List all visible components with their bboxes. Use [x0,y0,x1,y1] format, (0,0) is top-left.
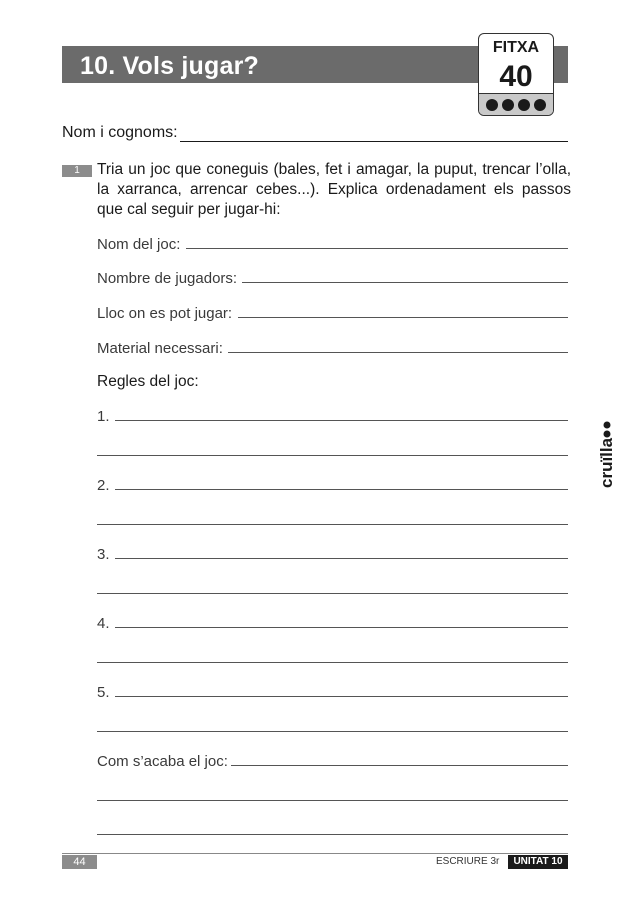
unit-label: UNITAT 10 [508,855,568,869]
rules-heading: Regles del joc: [97,373,199,390]
brand-dot [604,422,611,429]
fitxa-number: 40 [499,60,533,93]
rule-answer-line[interactable] [97,593,568,594]
difficulty-dot [486,99,498,111]
rule-answer-line[interactable] [115,627,568,628]
answer-line-players[interactable] [242,282,568,283]
activity-number-badge: 1 [62,165,92,177]
brand-wordmark: cruïlla [597,437,616,488]
page-number: 44 [62,855,97,869]
fitxa-label: FITXA [492,39,540,56]
rule-answer-line[interactable] [115,489,568,490]
name-answer-line[interactable] [180,141,568,142]
rule-answer-line[interactable] [115,696,568,697]
difficulty-dot [534,99,546,111]
rule-label: 2. [97,477,110,494]
ending-answer-line[interactable] [97,834,568,835]
rule-answer-line[interactable] [97,455,568,456]
page-title: 10. Vols jugar? [80,52,259,80]
fitxa-badge [478,33,554,116]
answer-line-game-name[interactable] [186,248,568,249]
answer-line-material[interactable] [228,352,568,353]
rule-answer-line[interactable] [115,420,568,421]
rule-label: 5. [97,684,110,701]
footer-rule [62,853,568,854]
field-label-place: Lloc on es pot jugar: [97,305,233,322]
difficulty-dots [479,93,553,115]
brand-dot [604,431,611,438]
answer-line-place[interactable] [238,317,568,318]
difficulty-dot [518,99,530,111]
rule-answer-line[interactable] [97,662,568,663]
brand-logo [590,420,620,490]
field-label-players: Nombre de jugadors: [97,270,238,287]
rule-label: 4. [97,615,110,632]
rule-label: 1. [97,408,110,425]
rule-answer-line[interactable] [97,731,568,732]
ending-label: Com s’acaba el joc: [97,753,228,770]
rule-answer-line[interactable] [97,524,568,525]
rule-label: 3. [97,546,110,563]
field-label-material: Material necessari: [97,340,223,357]
ending-answer-line[interactable] [97,800,568,801]
activity-instruction: Tria un joc que coneguis (bales, fet i amagar, la puput, trencar l’olla, la xarranca, arrencar cebes...). Explica ordenadament els passos que cal seguir per jugar-hi: [97,161,571,218]
field-label-game-name: Nom del joc: [97,236,181,253]
difficulty-dot [502,99,514,111]
rule-answer-line[interactable] [115,558,568,559]
book-title: ESCRIURE 3r [436,856,500,867]
name-label: Nom i cognoms: [62,124,178,141]
ending-answer-line[interactable] [231,765,568,766]
